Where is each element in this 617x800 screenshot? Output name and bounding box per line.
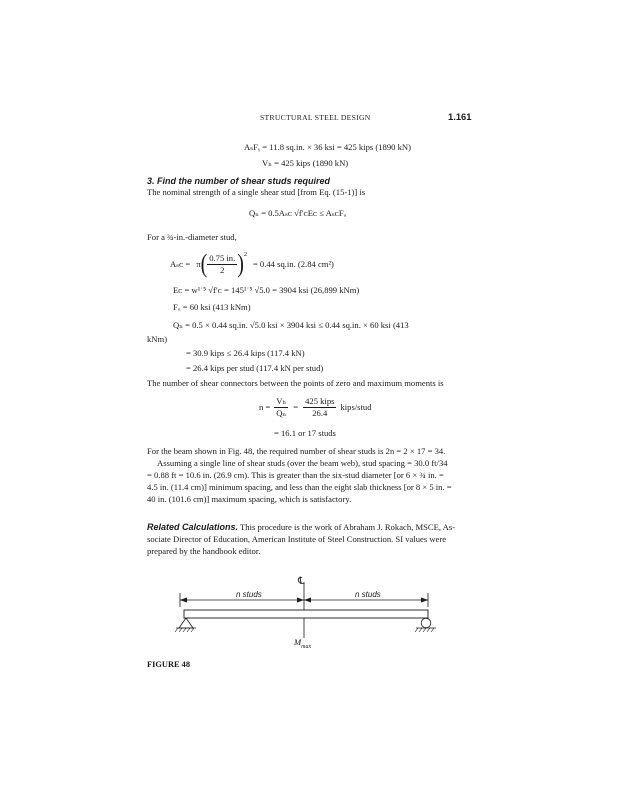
asc-lhs: Aₛᴄ = <box>170 258 191 269</box>
equals-sign: = <box>293 401 299 412</box>
asc-denominator: 2 <box>220 264 225 275</box>
n-fraction-1 <box>274 396 288 418</box>
running-header: STRUCTURAL STEEL DESIGN <box>260 113 371 122</box>
asfy-equation: AₛFᵧ = 11.8 sq.in. × 36 ksi = 425 kips (1890 kN) <box>244 142 411 152</box>
vh-numerator: Vₕ <box>276 396 287 407</box>
moment-subscript: max <box>301 644 312 650</box>
roller-support <box>421 618 431 628</box>
asc-equation <box>170 249 334 279</box>
moment-symbol: M <box>294 637 302 647</box>
ec-equation: Eᴄ = w¹˙⁵ √f′ᴄ = 145¹˙⁵ √5.0 = 3904 ksi (26,899 kNm) <box>173 285 360 295</box>
qn-calculation-cont: kNm) <box>147 334 168 344</box>
n-unit: kips/stud <box>340 401 372 412</box>
fu-equation: Fᵤ = 60 ksi (413 kNm) <box>173 302 251 312</box>
pin-hatching <box>175 628 194 632</box>
para-line-2: Assuming a single line of shear studs (over the beam web), stud spacing = 30.0 ft/34 <box>157 458 448 468</box>
related-line-2: sociate Director of Education, American Institute of Steel Construction. SI values were <box>147 534 447 544</box>
kips-numerator: 425 kips <box>305 396 335 407</box>
intro-text: The nominal strength of a single shear stud [from Eq. (15-1)] is <box>147 187 366 197</box>
n-lhs: n = <box>259 401 271 412</box>
left-paren: ( <box>200 249 208 279</box>
right-studs-label: n studs <box>355 590 381 599</box>
qn-result-1: = 30.9 kips ≤ 26.4 kips (117.4 kN) <box>186 348 305 358</box>
arrowhead-left-outer <box>180 598 187 603</box>
square-exponent: 2 <box>243 252 247 259</box>
para-line-1: For the beam shown in Fig. 48, the required number of shear studs is 2n = 2 × 17 = 34. <box>147 446 446 456</box>
related-text-1: This procedure is the work of Abraham J. Rokach, MSCE, As- <box>240 522 456 532</box>
right-paren: ) <box>237 249 244 279</box>
para-line-4: 4.5 in. (11.4 cm)] minimum spacing, and less than the eight slab thickness [or 8 × 5 in. = <box>147 482 452 492</box>
qn-denominator: Qₙ <box>276 407 287 418</box>
related-line-3: prepared by the handbook editor. <box>147 546 261 556</box>
pi-symbol: π <box>196 258 201 269</box>
qn-result-2: = 26.4 kips per stud (117.4 kN per stud) <box>186 363 324 373</box>
related-line-1 <box>147 522 455 533</box>
kips-denominator: 26.4 <box>312 407 328 418</box>
para-line-5: 40 in. (101.6 cm)] maximum spacing, which is satisfactory. <box>147 494 352 504</box>
page-number: 1.161 <box>448 111 472 122</box>
para-line-3: = 0.88 ft = 10.6 in. (26.9 cm). This is greater than the six-stud diameter [or 6 × ¾ in. = <box>147 470 444 480</box>
asc-rhs: = 0.44 sq.in. (2.84 cm²) <box>252 258 334 269</box>
centerline-symbol: ℄ <box>298 576 305 587</box>
related-heading: Related Calculations. <box>147 522 239 532</box>
qn-calculation: Qₙ = 0.5 × 0.44 sq.in. √5.0 ksi × 3904 ksi ≤ 0.44 sq.in. × 60 ksi (413 <box>173 320 409 330</box>
section-heading: 3. Find the number of shear studs required <box>147 176 331 186</box>
n-equation <box>259 393 372 421</box>
roller-hatching <box>415 628 434 632</box>
connectors-intro: The number of shear connectors between the points of zero and maximum moments is <box>147 378 444 388</box>
asc-numerator: 0.75 in. <box>209 253 236 264</box>
beam <box>184 610 428 618</box>
pin-support <box>179 618 193 628</box>
arrowhead-right-outer <box>421 598 428 603</box>
arrowhead-center-right <box>304 598 311 603</box>
n-fraction-2 <box>303 396 336 418</box>
left-studs-label: n studs <box>236 590 262 599</box>
figure-caption: FIGURE 48 <box>147 660 191 669</box>
qn-formula: Qₙ = 0.5Aₛᴄ √f′ᴄEᴄ ≤ AₛᴄFᵤ <box>249 208 347 218</box>
moment-label <box>294 637 311 648</box>
n-result: = 16.1 or 17 studs <box>274 428 336 438</box>
vh-equation: Vₕ = 425 kips (1890 kN) <box>262 158 349 168</box>
stud-diameter-text: For a ¾-in.-diameter stud, <box>147 232 237 242</box>
asc-fraction <box>207 253 237 275</box>
arrowhead-center-left <box>297 598 304 603</box>
